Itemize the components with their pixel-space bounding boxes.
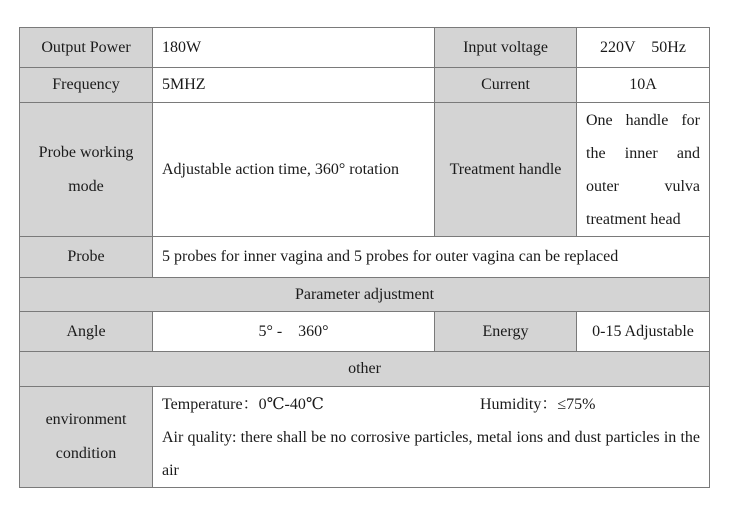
specification-table <box>19 27 710 488</box>
treatment-handle-line: the inner and <box>586 144 700 162</box>
section-heading-other: other <box>20 352 710 387</box>
energy-value: 0-15 Adjustable <box>577 312 710 352</box>
table-row-probe <box>20 237 710 278</box>
current-value: 10A <box>577 68 710 103</box>
treatment-handle-line: One handle for <box>586 111 700 129</box>
current-label: Current <box>435 68 577 103</box>
section-heading-parameter-adjustment: Parameter adjustment <box>20 278 710 312</box>
air-quality-text: Air quality: there shall be no corrosive particles, metal ions and dust particles in the air <box>162 428 700 479</box>
probe-working-mode-label-line1: Probe working <box>38 143 134 161</box>
environment-condition-label-line2: condition <box>55 445 117 462</box>
probe-label: Probe <box>20 237 153 278</box>
environment-condition-value <box>153 387 710 488</box>
probe-working-mode-value: Adjustable action time, 360° rotation <box>153 103 435 237</box>
treatment-handle-value <box>577 103 710 237</box>
environment-condition-label-line1: environment <box>45 411 127 428</box>
input-voltage-label: Input voltage <box>435 28 577 68</box>
angle-label: Angle <box>20 312 153 352</box>
section-row-parameter-adjustment <box>20 278 710 312</box>
table-row-frequency <box>20 68 710 103</box>
table-row-output-power <box>20 28 710 68</box>
frequency-label: Frequency <box>20 68 153 103</box>
environment-first-line <box>162 388 700 421</box>
probe-working-mode-label <box>20 103 153 237</box>
probe-value: 5 probes for inner vagina and 5 probes for outer vagina can be replaced <box>153 237 710 278</box>
temperature-text: Temperature：0℃-40℃ <box>162 395 324 413</box>
angle-value: 5° - 360° <box>153 312 435 352</box>
output-power-value: 180W <box>153 28 435 68</box>
treatment-handle-label: Treatment handle <box>435 103 577 237</box>
section-row-other <box>20 352 710 387</box>
energy-label: Energy <box>435 312 577 352</box>
table-row-probe-working-mode <box>20 103 710 237</box>
output-power-label: Output Power <box>20 28 153 68</box>
treatment-handle-line: outer vulva <box>586 177 700 195</box>
treatment-handle-line: treatment head <box>586 210 681 228</box>
environment-condition-label <box>20 387 153 488</box>
input-voltage-value: 220V 50Hz <box>577 28 710 68</box>
table-row-angle <box>20 312 710 352</box>
table-row-environment-condition <box>20 387 710 488</box>
humidity-text: Humidity：≤75% <box>480 395 596 413</box>
frequency-value: 5MHZ <box>153 68 435 103</box>
probe-working-mode-label-line2: mode <box>68 177 104 195</box>
